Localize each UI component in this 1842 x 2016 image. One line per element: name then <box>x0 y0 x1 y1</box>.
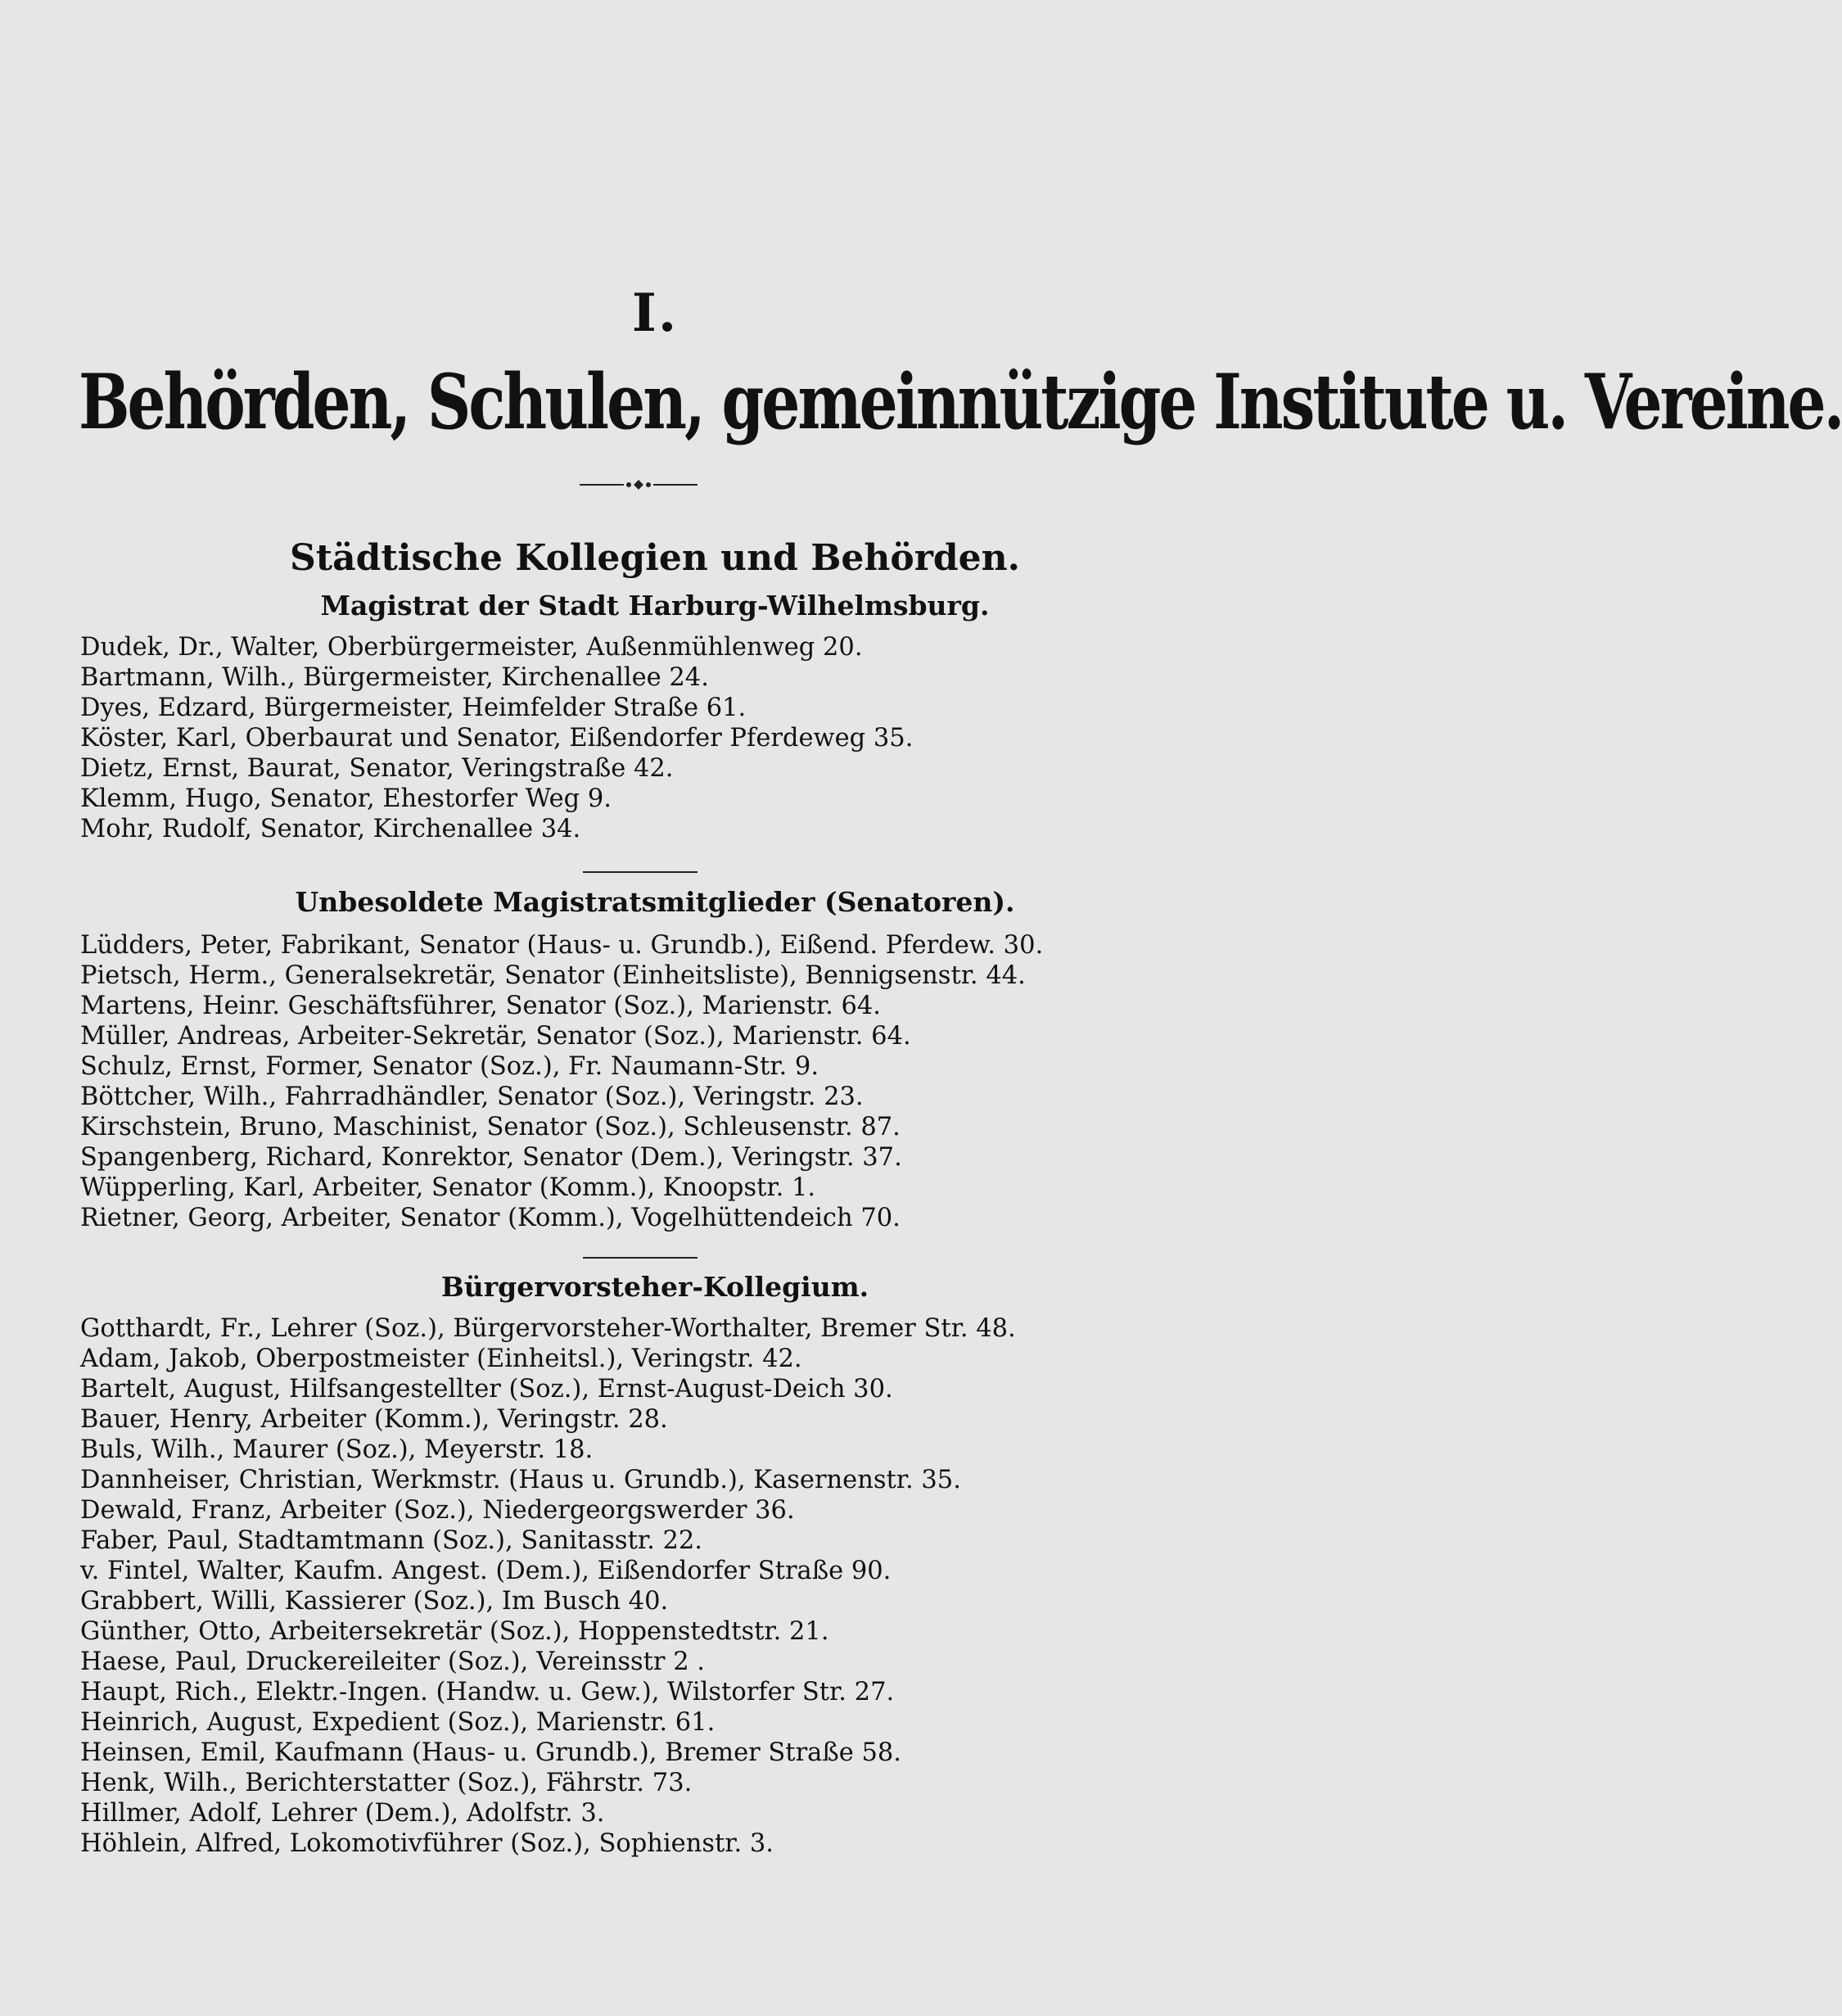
list-item: v. Fintel, Walter, Kaufm. Angest. (Dem.), Eißendorfer Straße 90. <box>80 1557 892 1585</box>
list-item: Klemm, Hugo, Senator, Ehestorfer Weg 9. <box>80 784 612 813</box>
section-divider <box>583 1257 698 1259</box>
buergervorsteher-heading: Bürgervorsteher-Kollegium. <box>440 1271 869 1303</box>
list-item: Gotthardt, Fr., Lehrer (Soz.), Bürgervorsteher-Worthalter, Bremer Str. 48. <box>80 1314 1016 1343</box>
list-item: Böttcher, Wilh., Fahrradhändler, Senator (Soz.), Veringstr. 23. <box>80 1083 864 1111</box>
list-item: Dudek, Dr., Walter, Oberbürgermeister, Außenmühlenweg 20. <box>80 633 863 662</box>
list-item: Köster, Karl, Oberbaurat und Senator, Eißendorfer Pferdeweg 35. <box>80 724 914 753</box>
list-item: Pietsch, Herm., Generalsekretär, Senator (Einheitsliste), Bennigsenstr. 44. <box>80 961 1026 990</box>
list-item: Grabbert, Willi, Kassierer (Soz.), Im Busch 40. <box>80 1587 669 1616</box>
list-item: Wüpperling, Karl, Arbeiter, Senator (Komm.), Knoopstr. 1. <box>80 1173 816 1202</box>
list-item: Henk, Wilh., Berichterstatter (Soz.), Fährstr. 73. <box>80 1769 693 1797</box>
unbesoldete-list <box>80 930 1243 1233</box>
list-item: Haese, Paul, Druckereileiter (Soz.), Vereinsstr 2 . <box>80 1648 706 1676</box>
list-item: Müller, Andreas, Arbeiter-Sekretär, Senator (Soz.), Marienstr. 64. <box>80 1022 911 1051</box>
list-item: Adam, Jakob, Oberpostmeister (Einheitsl.), Veringstr. 42. <box>80 1345 802 1373</box>
list-item: Bartelt, August, Hilfsangestellter (Soz.), Ernst-August-Deich 30. <box>80 1375 893 1404</box>
list-item: Martens, Heinr. Geschäftsführer, Senator (Soz.), Marienstr. 64. <box>80 992 881 1020</box>
list-item: Dewald, Franz, Arbeiter (Soz.), Niedergeorgswerder 36. <box>80 1496 795 1525</box>
list-item: Mohr, Rudolf, Senator, Kirchenallee 34. <box>80 815 581 843</box>
list-item: Schulz, Ernst, Former, Senator (Soz.), Fr. Naumann-Str. 9. <box>80 1052 819 1081</box>
section-title: Städtische Kollegien und Behörden. <box>290 537 1020 579</box>
magistrat-heading: Magistrat der Stadt Harburg-Wilhelmsburg. <box>320 590 990 622</box>
list-item: Lüdders, Peter, Fabrikant, Senator (Haus- u. Grundb.), Eißend. Pferdew. 30. <box>80 931 1044 960</box>
list-item: Faber, Paul, Stadtamtmann (Soz.), Sanitasstr. 22. <box>80 1526 702 1555</box>
list-item: Höhlein, Alfred, Lokomotivführer (Soz.), Sophienstr. 3. <box>80 1829 774 1858</box>
list-item: Haupt, Rich., Elektr.-Ingen. (Handw. u. Gew.), Wilstorfer Str. 27. <box>80 1678 895 1706</box>
list-item: Rietner, Georg, Arbeiter, Senator (Komm.), Vogelhüttendeich 70. <box>80 1204 901 1232</box>
list-item: Kirschstein, Bruno, Maschinist, Senator (Soz.), Schleusenstr. 87. <box>80 1113 901 1141</box>
list-item: Spangenberg, Richard, Konrektor, Senator (Dem.), Veringstr. 37. <box>80 1143 902 1172</box>
main-title: Behörden, Schulen, gemeinnützige Institute u. Vereine. <box>79 359 1842 447</box>
list-item: Buls, Wilh., Maurer (Soz.), Meyerstr. 18. <box>80 1435 594 1464</box>
magistrat-list <box>80 632 1243 844</box>
unbesoldete-heading: Unbesoldete Magistratsmitglieder (Senatoren). <box>295 886 1015 918</box>
list-item: Bauer, Henry, Arbeiter (Komm.), Veringstr. 28. <box>80 1405 668 1434</box>
section-divider <box>583 871 698 873</box>
list-item: Heinsen, Emil, Kaufmann (Haus- u. Grundb.), Bremer Straße 58. <box>80 1738 901 1767</box>
list-item: Heinrich, August, Expedient (Soz.), Marienstr. 61. <box>80 1708 716 1737</box>
list-item: Bartmann, Wilh., Bürgermeister, Kirchenallee 24. <box>80 663 709 692</box>
list-item: Hillmer, Adolf, Lehrer (Dem.), Adolfstr. 3. <box>80 1799 605 1828</box>
ornament-divider-icon <box>573 475 704 495</box>
buergervorsteher-list <box>80 1313 1243 1859</box>
list-item: Dietz, Ernst, Baurat, Senator, Veringstraße 42. <box>80 754 674 783</box>
list-item: Dannheiser, Christian, Werkmstr. (Haus u. Grundb.), Kasernenstr. 35. <box>80 1466 961 1494</box>
list-item: Dyes, Edzard, Bürgermeister, Heimfelder Straße 61. <box>80 694 747 722</box>
roman-numeral: I. <box>631 283 679 344</box>
list-item: Günther, Otto, Arbeitersekretär (Soz.), Hoppenstedtstr. 21. <box>80 1617 829 1646</box>
